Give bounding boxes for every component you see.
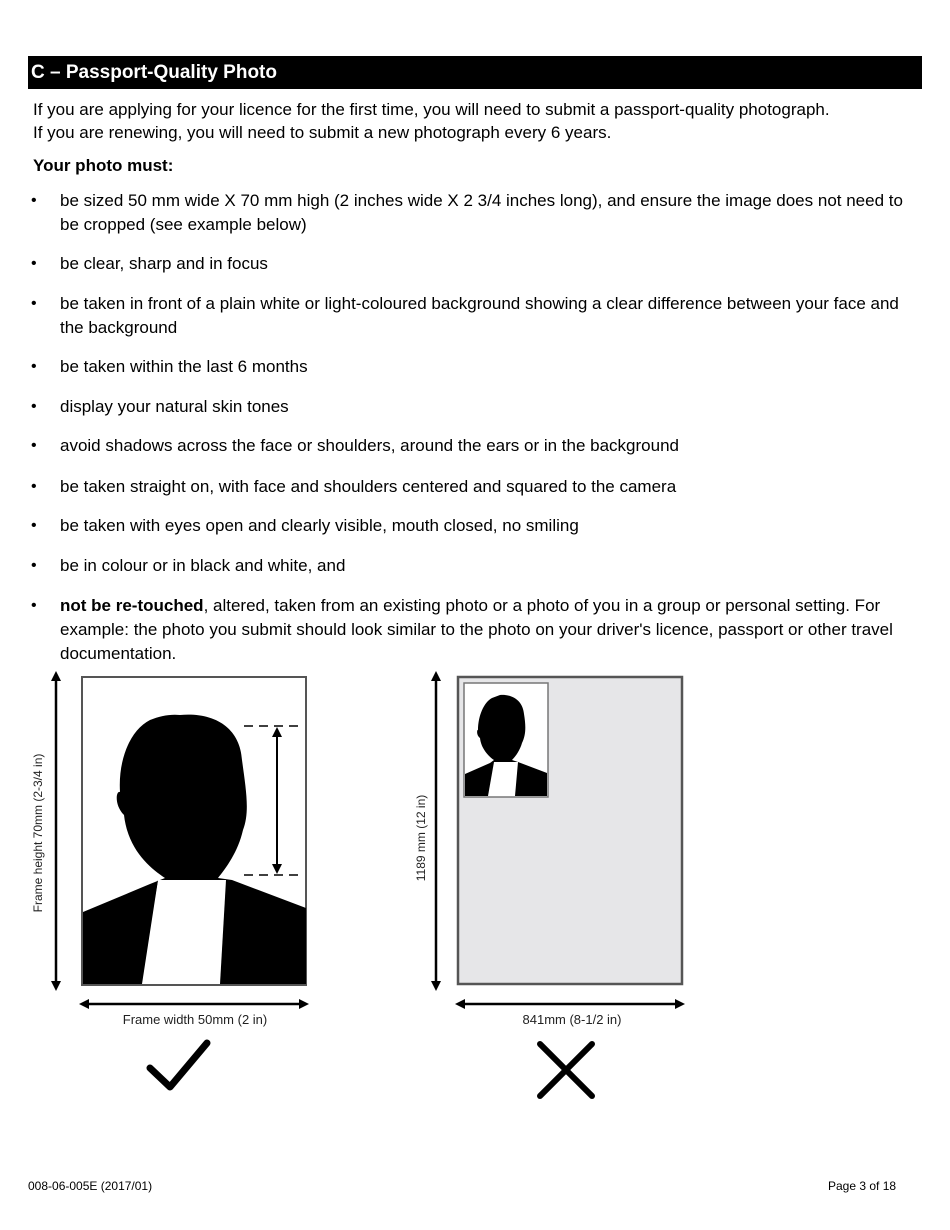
section-title: C – Passport-Quality Photo: [28, 56, 922, 89]
correct-example: [31, 676, 306, 1087]
incorrect-example: [414, 676, 682, 1096]
list-item: • be taken within the last 6 months: [31, 357, 308, 376]
list-item: • be clear, sharp and in focus: [31, 254, 268, 273]
emphasis-text: not be re-touched: [60, 596, 204, 615]
page-number: Page 3 of 18: [828, 1179, 897, 1193]
requirements-heading: Your photo must:: [33, 156, 174, 175]
width-label: 841mm (8-1/2 in): [522, 1012, 622, 1027]
list-item: • not be re-touched, altered, taken from an existing photo or a photo of you in a group or personal setting. For example: the photo you submit should look similar to the photo on your driver's licence, passport or other travel documentation.: [31, 596, 893, 663]
form-number: 008-06-005E (2017/01): [28, 1179, 153, 1193]
list-item: • display your natural skin tones: [31, 397, 289, 416]
list-item: • be taken straight on, with face and shoulders centered and squared to the camera: [31, 477, 677, 496]
list-item: • be in colour or in black and white, and: [31, 556, 346, 575]
intro-line-1: If you are applying for your licence for the first time, you will need to submit a passport-quality photograph.: [33, 100, 830, 119]
list-item: • be sized 50 mm wide X 70 mm high (2 inches wide X 2 3/4 inches long), and ensure the image does not need to be cropped (see example below): [31, 191, 903, 234]
frame-height-label: Frame height 70mm (2-3/4 in): [31, 753, 45, 913]
list-item: • avoid shadows across the face or shoulders, around the ears or in the background: [31, 436, 679, 455]
list-item: • be taken in front of a plain white or light-coloured background showing a clear difference between your face and the background: [31, 294, 899, 337]
frame-width-label: Frame width 50mm (2 in): [122, 1012, 268, 1027]
intro-line-2: If you are renewing, you will need to submit a new photograph every 6 years.: [33, 123, 612, 142]
list-item: • be taken with eyes open and clearly visible, mouth closed, no smiling: [31, 516, 579, 535]
x-icon: [540, 1044, 592, 1096]
height-label: 1189 mm (12 in): [414, 794, 428, 882]
check-icon: [150, 1043, 207, 1087]
